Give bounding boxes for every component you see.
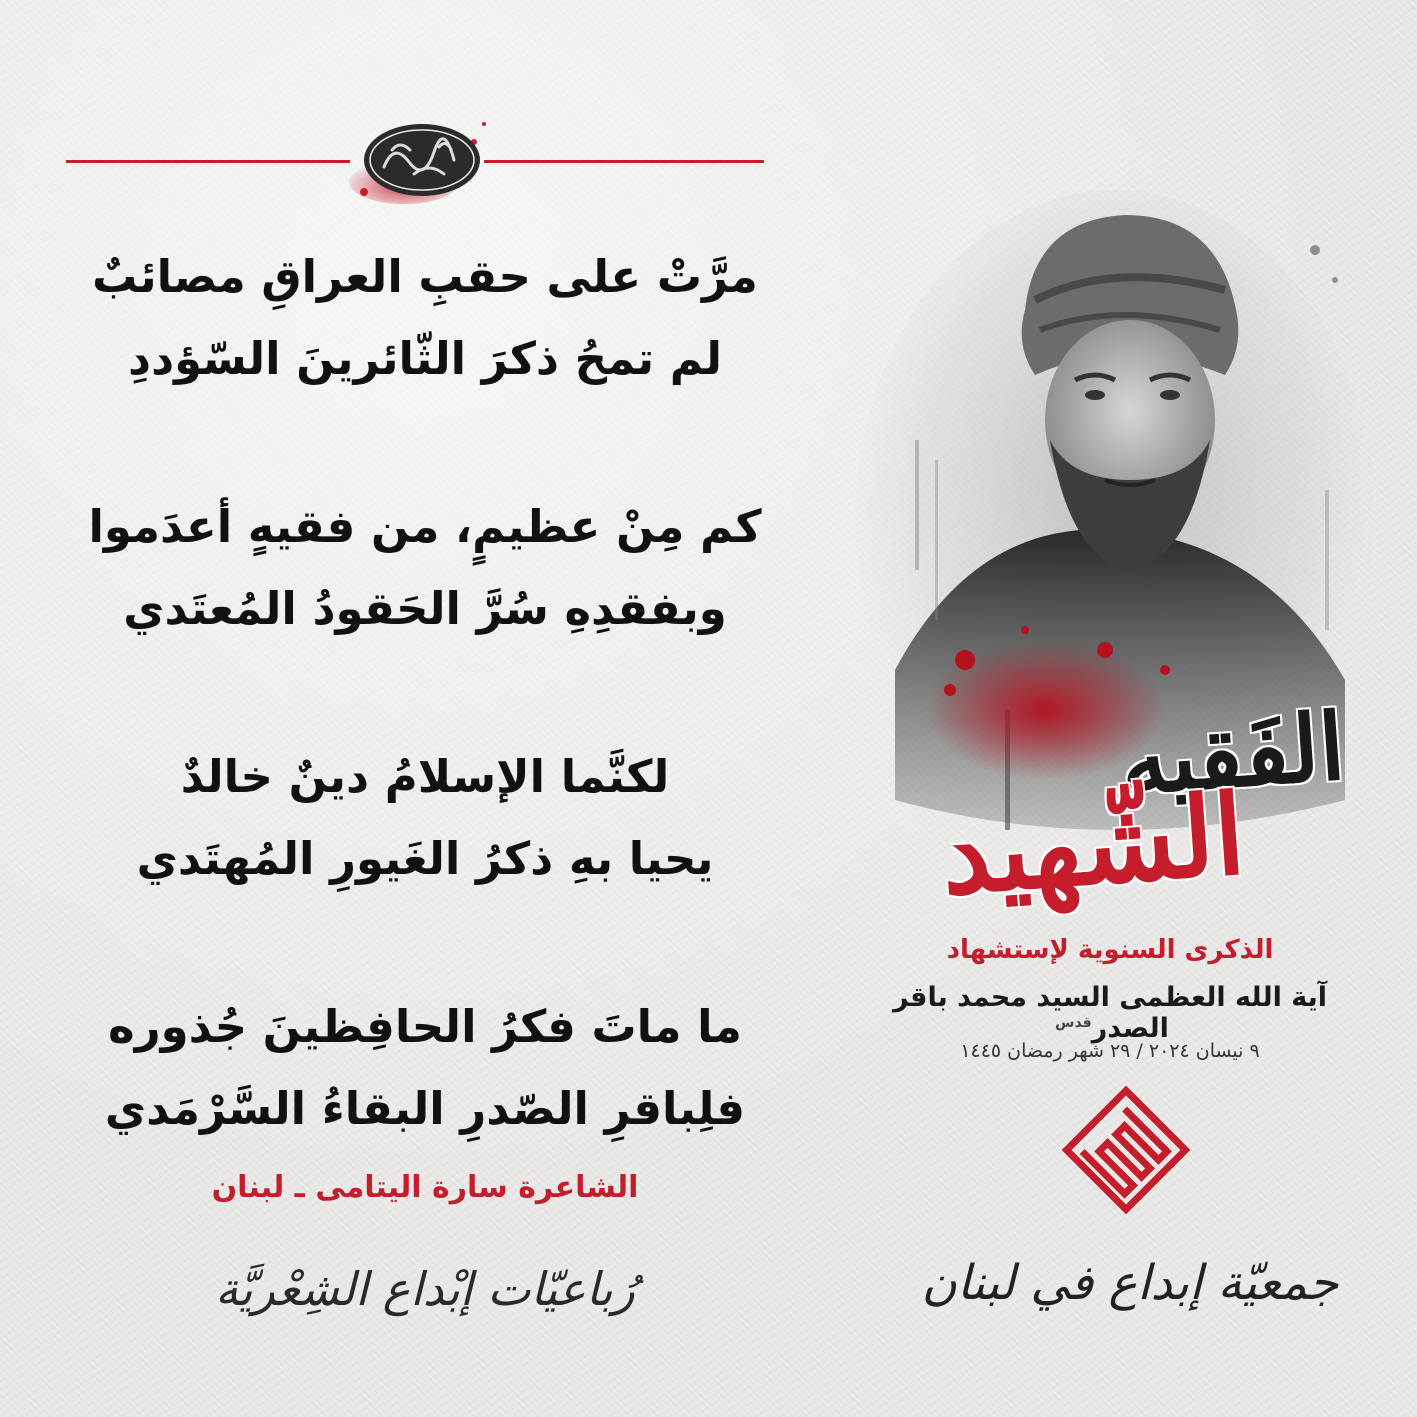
stanza	[80, 236, 770, 400]
honorific-mark: قدس	[1055, 1015, 1092, 1031]
organization-logo-text: جمعيّة إبداع في لبنان	[921, 1255, 1339, 1311]
verse: مرَّتْ على حقبِ العراقِ مصائبٌ	[92, 250, 758, 303]
stanza	[80, 736, 770, 900]
poet-credit: الشاعرة سارة اليتامى ـ لبنان	[211, 1170, 639, 1205]
verse: كم مِنْ عظيمٍ، من فقيهٍ أعدَموا	[88, 500, 762, 553]
main-title	[905, 680, 1355, 920]
verse: يحيا بهِ ذكرُ الغَيورِ المُهتَدي	[136, 832, 714, 885]
top-rule-left	[66, 160, 350, 163]
main-title-line2: الشّهيد	[937, 769, 1250, 920]
stanza	[80, 486, 770, 650]
verse: وبفقدِهِ سُرَّ الحَقودُ المُعتَدي	[123, 582, 727, 635]
collection-title: رُباعيّات إبْداع الشِعْريَّة	[215, 1262, 635, 1316]
stanza	[80, 986, 770, 1150]
verse: فلِباقرِ الصّدرِ البقاءُ السَّرْمَدي	[104, 1082, 746, 1135]
cleric-name	[860, 982, 1360, 1044]
cleric-name-text: آية الله العظمى السيد محمد باقر الصدر	[892, 982, 1328, 1044]
top-rule-right	[484, 160, 764, 163]
verse: لم تمحُ ذكرَ الثّائرينَ السّؤددِ	[128, 332, 722, 385]
kufic-square-logo-icon	[1058, 1082, 1194, 1218]
anniversary-caption: الذكرى السنوية لإستشهاد	[946, 935, 1274, 965]
poem-body	[80, 236, 770, 1150]
calligraphy-seal-icon	[344, 112, 494, 208]
date-line: ٩ نيسان ٢٠٢٤ / ٢٩ شهر رمضان ١٤٤٥	[960, 1040, 1260, 1062]
main-title-line1: الفَقيه	[1117, 692, 1349, 816]
verse: لكنَّما الإسلامُ دينٌ خالدٌ	[180, 750, 670, 803]
verse: ما ماتَ فكرُ الحافِظينَ جُذوره	[108, 1000, 742, 1053]
